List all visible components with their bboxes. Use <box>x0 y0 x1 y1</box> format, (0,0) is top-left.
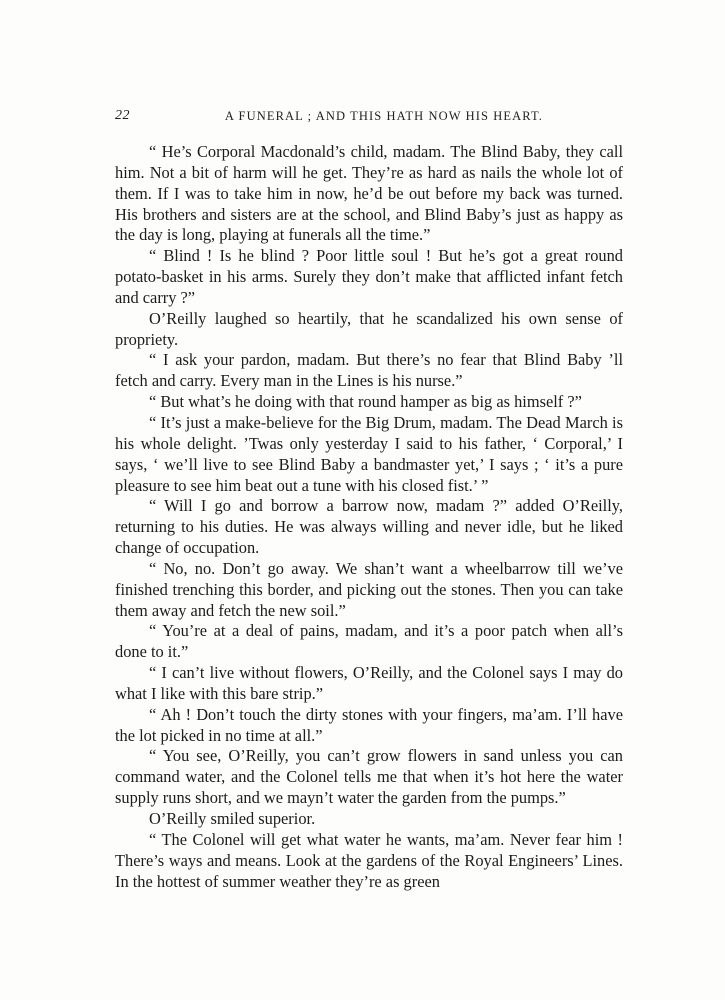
paragraph: “ I ask your pardon, madam. But there’s no fear that Blind Baby ’ll fetch and carry. Every man in the Lines is his nurse.” <box>115 350 623 391</box>
paragraph: “ No, no. Don’t go away. We shan’t want a wheelbarrow till we’ve finished trenching this border, and picking out the stones. Then you can take them away and fetch the new soil.” <box>115 558 623 620</box>
body-text <box>115 142 623 892</box>
paragraph: “ Ah ! Don’t touch the dirty stones with your fingers, ma’am. I’ll have the lot picked in no time at all.” <box>115 704 623 745</box>
page-number: 22 <box>115 108 130 123</box>
paragraph: “ You see, O’Reilly, you can’t grow flowers in sand unless you can command water, and the Colonel tells me that when it’s hot here the water supply runs short, and we mayn’t water the garden from the pumps.” <box>115 746 623 808</box>
running-head <box>115 108 543 128</box>
paragraph: “ Will I go and borrow a barrow now, madam ?” added O’Reilly, returning to his duties. He was always willing and never idle, but he liked change of occupation. <box>115 496 623 558</box>
paragraph: “ You’re at a deal of pains, madam, and it’s a poor patch when all’s done to it.” <box>115 621 623 662</box>
paragraph: O’Reilly smiled superior. <box>149 809 316 828</box>
paragraph: “ But what’s he doing with that round hamper as big as himself ?” <box>149 392 582 412</box>
chapter-running-title: A FUNERAL ; AND THIS HATH NOW HIS HEART. <box>224 109 543 123</box>
paragraph: “ It’s just a make-believe for the Big Drum, madam. The Dead March is his whole delight. ’Twas only yesterday I said to his father, ‘ Corporal,’ I says, ‘ we’ll live to see Blind Baby a bandmaster yet,’ I says ; ‘ it’s a pure pleasure to see him beat out a tune with his closed fist.’ ” <box>115 412 623 495</box>
paragraph: “ He’s Corporal Macdonald’s child, madam. The Blind Baby, they call him. Not a bit of harm will he get. They’re as hard as nails the whole lot of them. If I was to take him in now, he’d be out before my back was turned. His brothers and sisters are at the school, and Blind Baby’s just as happy as the day is long, playing at funerals all the time.” <box>115 142 623 245</box>
paragraph: “ Blind ! Is he blind ? Poor little soul ! But he’s got a great round potato-basket in his arms. Surely they don’t make that afflicted infant fetch and carry ?” <box>115 246 623 307</box>
paragraph: “ The Colonel will get what water he wants, ma’am. Never fear him ! There’s ways and means. Look at the gardens of the Royal Engineers’ Lines. In the hottest of summer weather they’re as green <box>115 829 623 891</box>
paragraph: O’Reilly laughed so heartily, that he scandalized his own sense of propriety. <box>115 308 623 349</box>
paragraph: “ I can’t live without flowers, O’Reilly, and the Colonel says I may do what I like with this bare strip.” <box>115 663 623 703</box>
